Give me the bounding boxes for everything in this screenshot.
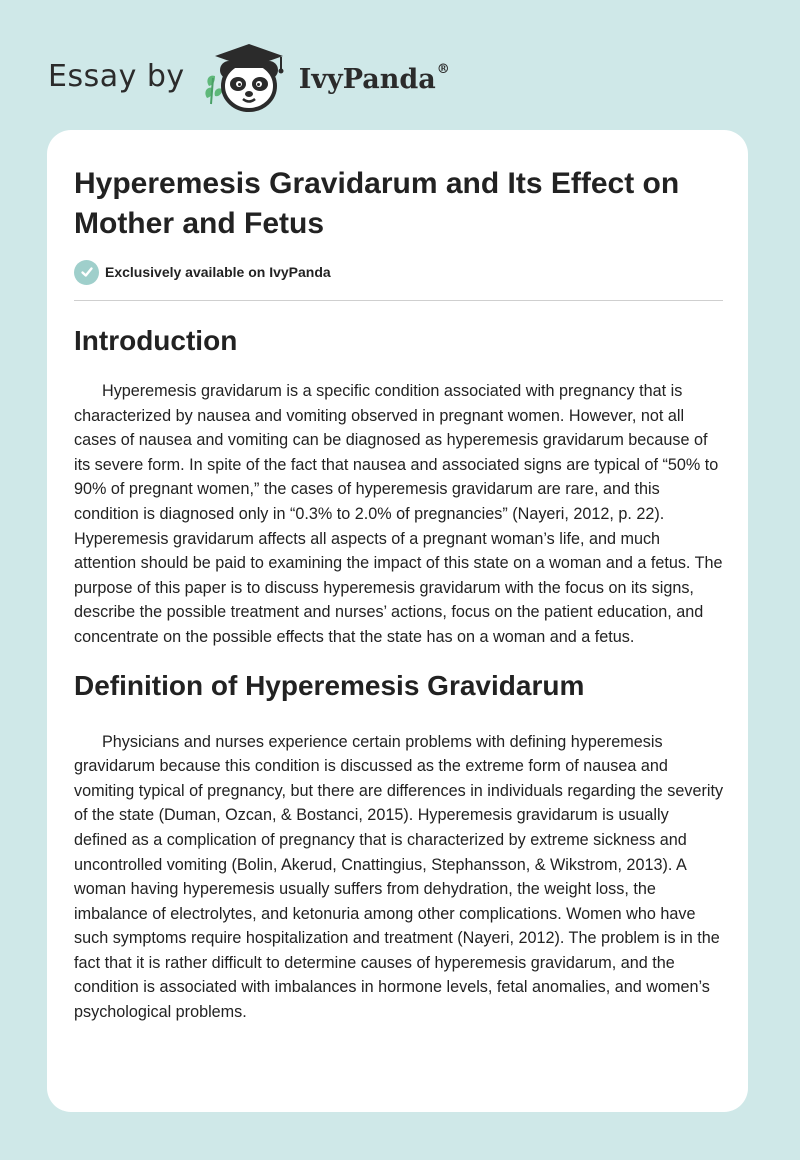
exclusive-label: Exclusively available on IvyPanda [105,264,331,280]
article-card [47,130,748,1112]
brand-name[interactable]: IvyPanda® [298,61,450,95]
article-title: Hyperemesis Gravidarum and Its Effect on Mother and Fetus [74,167,680,240]
section-heading-definition: Definition of Hyperemesis Gravidarum [74,669,585,701]
check-icon [74,260,99,285]
section-heading-introduction: Introduction [74,325,238,356]
essay-by-label: Essay by [48,58,185,94]
ivypanda-logo-icon[interactable] [203,40,291,112]
section-paragraph-introduction: Hyperemesis gravidarum is a specific condition associated with pregnancy that is characterized by nausea and vomiting observed in pregnant women. However, not all cases of nausea and vomiting can be diagnosed as hyperemesis gravidarum because of its severe form. In spite of the fact that nausea and associated signs are typical of “50% to 90% of pregnant women,” the cases of hyperemesis gravidarum are rare, and this condition is diagnosed only in “0.3% to 2.0% of pregnancies” (Nayeri, 2012, p. 22). Hyperemesis gravidarum affects all aspects of a pregnant woman’s life, and much attention should be paid to examining the impact of this state on a woman and a fetus. The purpose of this paper is to discuss hyperemesis gravidarum with the focus on its signs, describe the possible treatment and nurses’ actions, focus on the patient education, and concentrate on the possible effects that the state has on a woman and a fetus. [74,382,723,646]
exclusive-badge [74,258,724,286]
panda-mascot-icon [203,40,291,112]
registered-mark: ® [436,61,450,77]
section-paragraph-definition: Physicians and nurses experience certain problems with defining hyperemesis gravidarum because this condition is discussed as the extreme form of nausea and vomiting typical of pregnancy, but there are differences in individuals regarding the severity of the state (Duman, Ozcan, & Bostanci, 2015). Hyperemesis gravidarum is usually defined as a complication of pregnancy that is characterized by extreme sickness and uncontrolled vomiting (Bolin, Akerud, Cnattingius, Stephansson, & Wikstrom, 2013). A woman having hyperemesis usually suffers from dehydration, the weight loss, the imbalance of electrolytes, and ketonuria among other complications. Women who have such symptoms require hospitalization and treatment (Nayeri, 2012). The problem is in the fact that it is rather difficult to determine causes of hyperemesis gravidarum, and the condition is associated with imbalances in hormone levels, fetal anomalies, and women’s psychological problems. [74,732,724,1022]
article-content [74,130,724,1025]
divider [74,300,723,301]
site-header [48,36,450,116]
